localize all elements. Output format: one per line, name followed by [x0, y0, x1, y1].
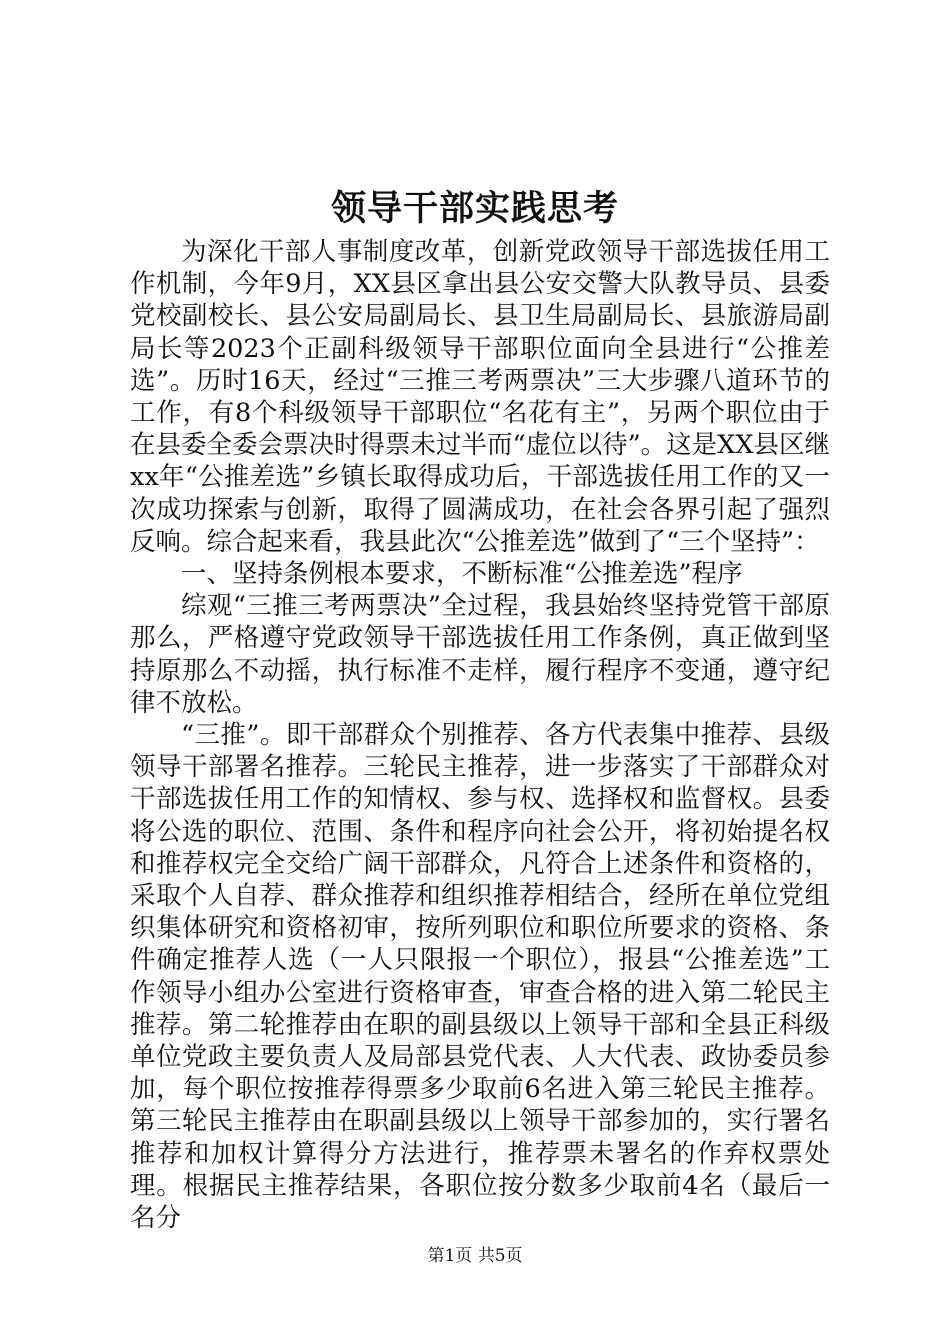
document-body: [130, 236, 830, 1234]
section-heading-1: 一、坚持条例根本要求，不断标准“公推差选”程序: [181, 559, 743, 590]
document-title: 领导干部实践思考: [330, 188, 619, 229]
page-footer: 第1页 共5页: [427, 1246, 523, 1266]
paragraph-overview: 综观“三推三考两票决”全过程，我县始终坚持党管干部原那么，严格遵守党政领导干部选拔任用工作条例，真正做到坚持原那么不动摇，执行标准不走样，履行程序不变通，遵守纪律不放松。: [130, 591, 830, 718]
paragraph-intro: 为深化干部人事制度改革，创新党政领导干部选拔任用工作机制，今年9月，XX县区拿出县公安交警大队教导员、县委党校副校长、县公安局副局长、县卫生局副局长、县旅游局副局长等2023个正副科级领导干部职位面向全县进行“公推差选”。历时16天，经过“三推三考两票决”三大步骤八道环节的工作，有8个科级领导干部职位“名花有主”，另两个职位由于在县委全委会票决时得票未过半而“虚位以待”。这是XX县区继xx年“公推差选”乡镇长取得成功后，干部选拔任用工作的又一次成功探索与创新，取得了圆满成功，在社会各界引起了强烈反响。综合起来看，我县此次“公推差选”做到了“三个坚持”：: [130, 237, 830, 557]
paragraph-three-recommendations: “三推”。即干部群众个别推荐、各方代表集中推荐、县级领导干部署名推荐。三轮民主推荐，进一步落实了干部群众对干部选拔任用工作的知情权、参与权、选择权和监督权。县委将公选的职位、范围、条件和程序向社会公开，将初始提名权和推荐权完全交给广阔干部群众，凡符合上述条件和资格的，采取个人自荐、群众推荐和组织推荐相结合，经所在单位党组织集体研究和资格初审，按所列职位和职位所要求的资格、条件确定推荐人选（一人只限报一个职位），报县“公推差选”工作领导小组办公室进行资格审查，审查合格的进入第二轮民主推荐。第二轮推荐由在职的副县级以上领导干部和全县正科级单位党政主要负责人及局部县党代表、人大代表、政协委员参加，每个职位按推荐得票多少取前6名进入第三轮民主推荐。第三轮民主推荐由在职副县级以上领导干部参加的，实行署名推荐和加权计算得分方法进行，推荐票未署名的作弃权票处理。根据民主推荐结果，各职位按分数多少取前4名（最后一名分: [130, 720, 830, 1234]
